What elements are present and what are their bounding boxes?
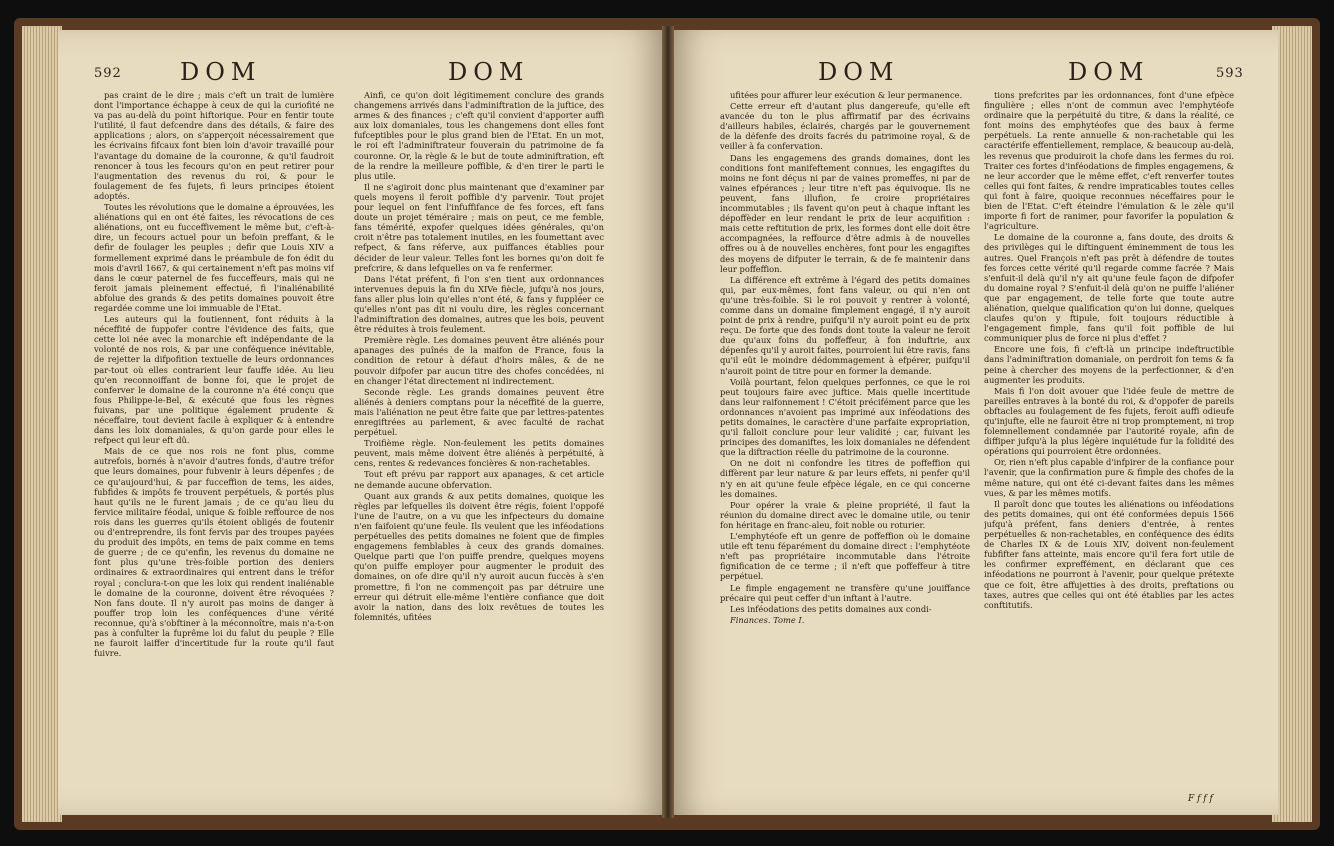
paragraph: Ainfi, ce qu'on doit légitimement conclure des grands changemens arrivés dans l'adminiftration de la juftice, des armes & des finances ; c'eft qu'il convient d'apporter auffi aux loix domaniales, tous les changemens dont elles font fufceptibles pour le plus grand bien de l'Etat. En un mot, le roi eft l'adminiftrateur fouverain du patrimoine de fa couronne. Or, la règle & le but de toute adminiftration, eft de la rendre la meilleure poffible, & d'en tirer le parti le plus utile. — [354, 90, 604, 181]
paragraph: On ne doit ni confondre les titres de poffeffion qui diffèrent par leur nature & par leurs effets, ni penfer qu'il n'y en ait qu'une feule efpèce légale, en ce qui concerne les domaines. — [720, 458, 970, 499]
right-page — [668, 30, 1278, 815]
text-column — [984, 90, 1234, 790]
page-edges-right — [1272, 26, 1312, 822]
paragraph: Encore une fois, fi c'eft-là un principe indeftructible dans l'adminiftration domaniale, on perdroit fon tems & fa peine à chercher des moyens de la perfectionner, & d'en augmenter les produits. — [984, 344, 1234, 385]
paragraph: Toutes les révolutions que le domaine a éprouvées, les aliénations qui en ont été faites, les révocations de ces aliénations, ont eu fucceffivement le même but, c'eft-à-dire, un fecours actuel pour un befoin preffant, & le defir de foulager les peuples ; defir que Louis XIV a formellement exprimé dans le préambule de fon édit du mois d'avril 1667, & qui certainement n'eft pas moins vif dans le cœur paternel de fes fucceffeurs, mais qui ne feroit jamais pleinement effectué, fi l'inaliénabilité abfolue des grands & des petits domaines pouvoit être regardée comme une loi immuable de l'Etat. — [94, 202, 334, 313]
running-head: DOM — [180, 58, 262, 86]
paragraph: tions prefcrites par les ordonnances, font d'une efpèce fingulière ; elles n'ont de commun avec l'emphytéofe ordinaire que la perpétuité du titre, & dans la réalité, ce font moins des emphytéofes que des baux à ferme perpétuels. La rente annuelle & non-rachetable qui les caractérife effentiellement, remplace, & beaucoup au-delà, les revenus que produiroit la chofe dans les fermes du roi. Traiter ces fortes d'inféodations de fimples engagemens, & ne leur accorder que le même effet, c'eft renverfer toutes celles qui font faites, & rendre impraticables toutes celles qui font à faire, quoique reconnues néceffaires pour le bien de l'Etat. C'eft éteindre l'émulation & le zèle qu'il importe fi fort de ranimer, pour favorifer la population & l'agriculture. — [984, 90, 1234, 232]
left-page — [58, 30, 668, 815]
paragraph: Il paroît donc que toutes les aliénations ou inféodations des petits domaines, qui ont été conformées depuis 1566 jufqu'à préfent, fans deniers d'entrée, à rentes perpétuelles & non-rachetables, en conféquence des édits de Charles IX & de Louis XIV, doivent non-feulement fubfifter fans atteinte, mais encore qu'il fera fort utile de les confirmer expreffément, en déclarant que ces inféodations ne pourront à l'avenir, pour quelque prétexte que ce foit, être affujetties à des droits, preftations ou taxes, autres que celles qui ont été établies par les actes conftitutifs. — [984, 498, 1234, 610]
paragraph: Cette erreur eft d'autant plus dangereufe, qu'elle eft avancée du ton le plus affirmatif par des écrivains d'ailleurs habiles, éclairés, chargés par le gouvernement de la défenfe des droits facrés du patrimoine royal, & de veiller à fa confervation. — [720, 101, 970, 152]
page-edges-left — [22, 26, 62, 822]
running-head: DOM — [818, 58, 900, 86]
paragraph: Dans l'état préfent, fi l'on s'en tient aux ordonnances intervenues depuis la fin du XIVe fiècle, jufqu'à nos jours, fans aller plus loin qu'elles n'ont été, & fans y fuppléer ce qu'elles n'ont pas dit ni voulu dire, les règles concernant l'adminiftration des domaines, autres que les bois, peuvent être réduites à trois feulement. — [354, 273, 604, 335]
catchword: F f f f — [1188, 794, 1213, 804]
text-column — [94, 90, 334, 790]
running-head: DOM — [1068, 58, 1150, 86]
paragraph: L'emphytéofe eft un genre de poffeffion où le domaine utile eft tenu féparément du domaine direct : l'emphytéote n'eft pas propriétaire incommutable dans l'étroite fignification de ce terme ; il n'eft que poffeffeur à titre perpétuel. — [720, 531, 970, 582]
page-number: 593 — [1216, 66, 1244, 81]
paragraph: Les inféodations des petits domaines aux condi- — [730, 603, 932, 614]
paragraph: Dans les engagemens des grands domaines, dont les conditions font manifeftement connues, les engagiftes du moins ne font déçus ni par de vaines promeffes, ni par de vaines efpérances ; leur titre n'eft pas équivoque. Ils ne peuvent, fans illufion, fe croire propriétaires incommutables ; ils favent qu'on peut à chaque inftant les dépoffèder en leur rendant le prix de leur acquifition : mais cette reftitution de prix, les formes dont elle doit être accompagnées, la reffource d'être admis à de nouvelles offres ou à de nouvelles enchères, font pour les engagiftes des moyens de difputer le terrain, & de fe maintenir dans leur poffeffion. — [720, 152, 970, 274]
paragraph: Quant aux grands & aux petits domaines, quoique les règles par lefquelles ils doivent être régis, foient l'oppofé l'une de l'autre, on a vu que les infpecteurs du domaine n'en faifoient qu'une feule. Ils veulent que les inféodations perpétuelles des petits domaines ne foient que de fimples engagemens femblables à ceux des grands domaines. Quelque parti que l'on puiffe prendre, quelques moyens qu'on puiffe employer pour augmenter le produit des domaines, on ofe dire qu'il n'y auroit aucun fuccès à s'en promettre, fi l'on ne commençoit pas par détruire une erreur qui détruit elle-même l'entière confiance que doit avoir la nation, dans des loix revêtues de toutes les folemnités, ufitées — [354, 490, 604, 622]
book-gutter — [662, 26, 674, 818]
paragraph: Première règle. Les domaines peuvent être aliénés pour apanages des puînés de la maifon de France, fous la condition de retour à défaut d'hoirs mâles, & de ne pouvoir difpofer par aucun titre des chofes concédées, ni en changer l'état directement ni indirectement. — [354, 335, 604, 386]
paragraph: Troifième règle. Non-feulement les petits domaines peuvent, mais même doivent être aliénés à perpétuité, à cens, rentes & redevances foncières & non-rachetables. — [354, 438, 604, 469]
page-number: 592 — [94, 66, 122, 81]
paragraph: Tout eft prévu par rapport aux apanages, & cet article ne demande aucune obfervation. — [354, 469, 604, 490]
running-head: DOM — [448, 58, 530, 86]
paragraph: Il ne s'agiroit donc plus maintenant que d'examiner par quels moyens il feroit poffible d'y parvenir. Tout projet pour lequel on fent l'infuffifance de fes forces, eft fans doute un projet téméraire ; mais on peut, ce me femble, fans témérité, expofer quelques idées générales, qu'on croit n'être pas totalement inutiles, en les foumettant avec refpect, & fans réferve, aux puiffances établies pour décider de leur valeur. Telles font les bornes qu'on doit fe prefcrire, & dans lefquelles on va fe renfermer. — [354, 181, 604, 273]
paragraph: Le fimple engagement ne transfère qu'une jouiffance précaire qui peut ceffer d'un inftant à l'autre. — [720, 582, 970, 603]
paragraph: Seconde règle. Les grands domaines peuvent être aliénés à deniers comptans pour la néceffité de la guerre, mais l'aliénation ne peut être faite que par lettres-patentes enregiftrées au parlement, & avec faculté de rachat perpétuel. — [354, 386, 604, 438]
paragraph: pas craint de le dire ; mais c'eft un trait de lumière dont l'importance échappe à ceux de qui la curiofité ne va pas au-delà du point hiftorique. Pour en fentir toute l'utilité, il faut defcendre dans des détails, & faire des applications ; alors, on s'apperçoit nécessairement que les écrivains fifcaux font bien loin d'avoir travaillé pour l'avantage du domaine de la couronne, & qu'il faudroit renoncer à tous les fecours qu'on en peut retirer pour l'augmentation des revenus du roi, & pour le foulagement de fes fujets, fi leurs principes étoient adoptés. — [94, 90, 334, 201]
paragraph: ufitées pour affurer leur exécution & leur permanence. — [730, 90, 963, 100]
paragraph: Mais de ce que nos rois ne font plus, comme autrefois, bornés à n'avoir d'autres fonds, d'autre tréfor que leurs domaines, pour fubvenir à leurs dépenfes ; de ce qu'aujourd'hui, & par fucceffion de tems, les aides, fubfides & impôts fe trouvent perpétuels, & portés plus haut qu'ils ne le furent jamais ; de ce qu'au lieu du fervice militaire féodal, unique & foible reffource de nos rois dans les guerres qu'ils étoient obligés de foutenir ou d'entreprendre, ils font fervis par des troupes payées du produit des impôts, en tems de paix comme en tems de guerre ; de ce qu'enfin, les revenus du domaine ne font plus qu'une très-foible portion des deniers ordinaires & extraordinaires qui entrent dans le tréfor royal ; conclura-t-on que les loix qui rendent inaliénable le domaine de la couronne, doivent être révoquées ? Non fans doute. Il n'y auroit pas moins de danger à pouffer trop loin les conféquences d'une vérité reconnue, qu'à s'obftiner à la méconnoître, mais n'a-t-on pas à confulter la fuprême loi du falut du peuple ? Elle ne fauroit laiffer d'incertitude fur la route qu'il faut fuivre. — [94, 446, 334, 659]
signature-mark: Finances. Tome I. — [730, 614, 805, 625]
paragraph: Pour opérer la vraie & pleine propriété, il faut la réunion du domaine direct avec le domaine utile, ou tenir fon héritage en franc-aleu, foit noble ou roturier. — [720, 499, 970, 530]
text-column — [720, 90, 970, 790]
paragraph: Le domaine de la couronne a, fans doute, des droits & des privilèges qui le diftinguent éminemment de tous les autres. Quel François n'eft pas prêt à défendre de toutes fes forces cette vérité qu'il regarde comme facrée ? Mais s'enfuit-il delà qu'il n'y ait qu'une feule façon de difpofer du domaine royal ? S'enfuit-il delà qu'on ne puiffe l'aliéner que par engagement, de telle forte que toute autre aliénation, quelque qualification qu'on lui donne, quelques claufes qu'on y ftipule, foit toujours réductible à l'engagement fimple, fans qu'il foit poffible de lui communiquer plus de force ni plus d'effet ? — [984, 232, 1234, 344]
text-column — [354, 90, 604, 790]
paragraph: La différence eft extrême à l'égard des petits domaines qui, par eux-mêmes, font fans valeur, ou qui n'en ont qu'une très-foible. Si le roi pouvoit y rentrer à volonté, comme dans un domaine fimplement engagé, il n'y auroit point de prix à rendre, puifqu'il n'y auroit point eu de prix reçu. De forte que des fonds dont toute la valeur ne feroit due qu'aux foins du poffeffeur, à fon induftrie, aux dépenfes qu'il y auroit faites, pourroient lui être ravis, fans qu'il eût le moindre dédommagement à efpérer, puifqu'il n'auroit point de titre pour en former la demande. — [720, 274, 970, 376]
paragraph: Voilà pourtant, felon quelques perfonnes, ce que le roi peut toujours faire avec juftice. Mais quelle incertitude dans leur raifonnement ! C'étoit précifément parce que les ordonnances n'avoient pas imprimé aux inféodations des petits domaines, le caractère d'une parfaite expropriation, qu'il falloit conclure pour leur validité ; car, fuivant les principes des domaniftes, les loix domaniales ne défendent que la diftraction réelle du patrimoine de la couronne. — [720, 376, 970, 458]
paragraph: Mais fi l'on doit avouer que l'idée feule de mettre de pareilles entraves à la bonté du roi, & d'oppofer de pareils obftacles au foulagement de fes fujets, feroit auffi odieufe qu'injufte, elle ne fauroit être ni trop promptement, ni trop folemnellement condamnée par l'autorité royale, afin de diffiper jufqu'à la plus légère inquiétude fur la folidité des opérations qui pourroient être ordonnées. — [984, 385, 1234, 457]
paragraph: Les auteurs qui la foutiennent, font réduits à la néceffité de fuppofer contre l'évidence des faits, que cette loi née avec la monarchie eft indépendante de la volonté de nos rois, & par une conféquence inévitable, de rejetter la difpofition textuelle de leurs ordonnances par-tout où elles contrarient leur fauffe idée. Au lieu qu'en reconnoiffant de bonne foi, que le projet de conferver le domaine de la couronne n'a été conçu que fous Philippe-le-Bel, & exécuté que fous les règnes fuivans, par une politique également prudente & néceffaire, tout devient facile à expliquer & à entendre dans les loix domaniales, & qu'on garde pour elles le refpect qui leur eft dû. — [94, 314, 334, 446]
paragraph: Or, rien n'eft plus capable d'infpirer de la confiance pour l'avenir, que la confirmation pure & fimple des chofes de la même nature, qui ont été ci-devant faites dans les mêmes vues, & par les mêmes motifs. — [984, 457, 1234, 498]
